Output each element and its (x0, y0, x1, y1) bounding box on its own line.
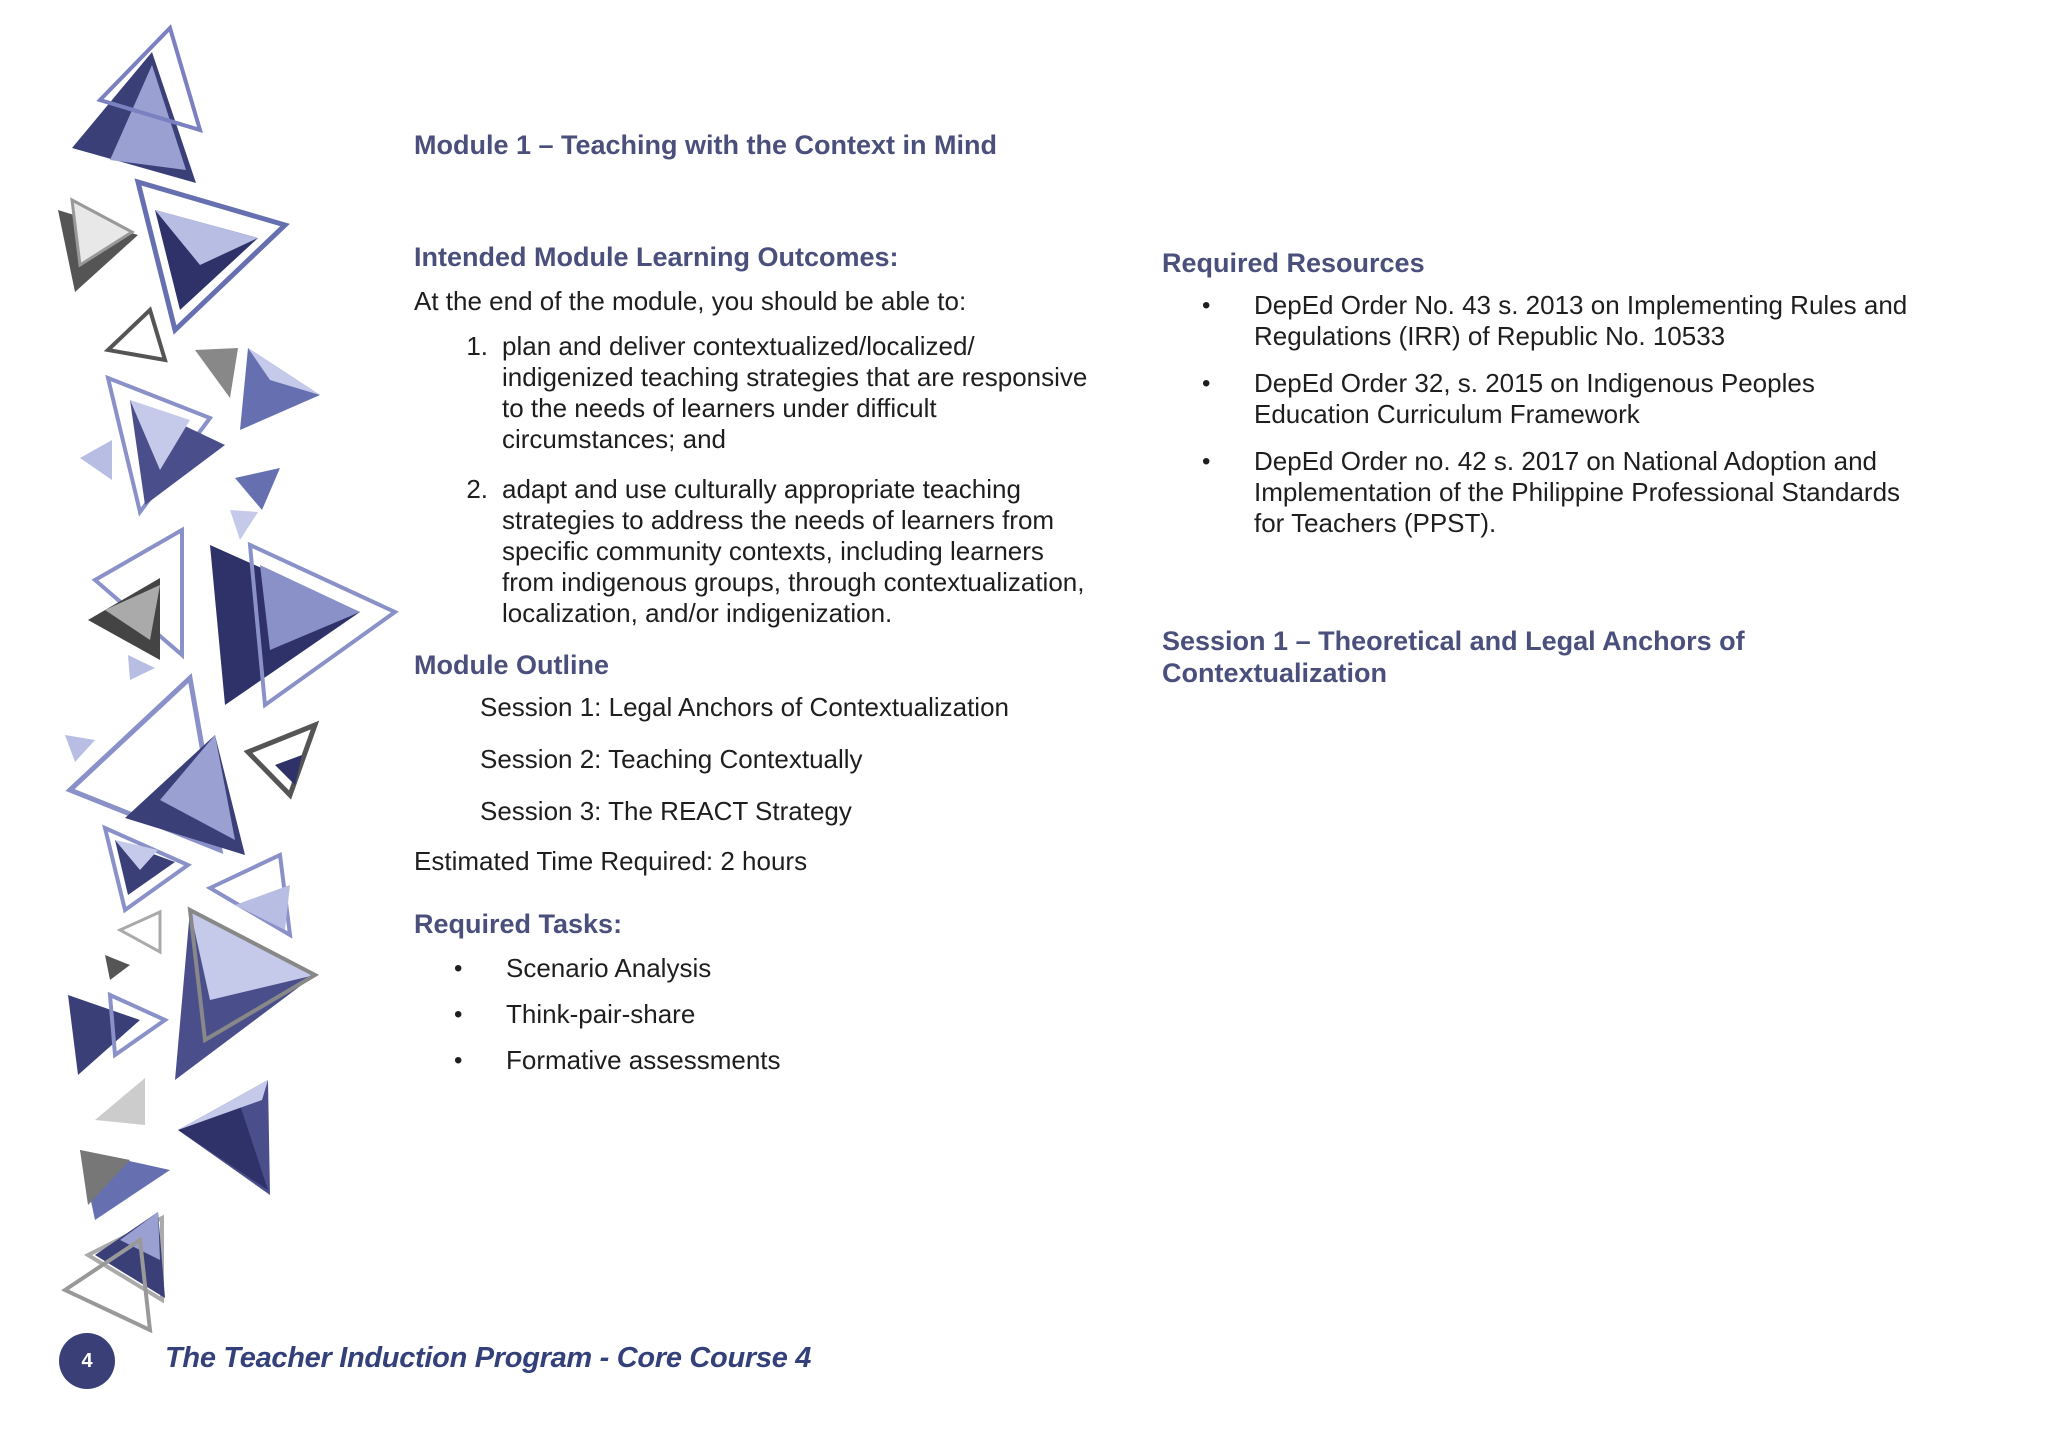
learning-outcomes-heading: Intended Module Learning Outcomes: (414, 242, 899, 272)
outline-list (414, 692, 1094, 827)
triangle-shape (68, 995, 140, 1075)
left-column (414, 240, 1094, 1091)
item-text: Formative assessments (506, 1045, 781, 1075)
required-resources-heading: Required Resources (1162, 248, 1425, 278)
bullet: • (454, 1001, 463, 1028)
resources-list (1162, 290, 1922, 539)
triangle-shape (248, 725, 315, 795)
bullet: • (1202, 370, 1211, 397)
tasks-list (414, 953, 1094, 1076)
bullet: • (454, 1047, 463, 1074)
triangle-shape (95, 1078, 145, 1125)
item-number: 2. (466, 474, 488, 504)
outcomes-list (414, 331, 1094, 629)
item-text: DepEd Order No. 43 s. 2013 on Implementing Rules and Regulations (IRR) of Republic No. 10533 (1254, 290, 1908, 351)
list-item (414, 474, 1094, 629)
module-outline-heading: Module Outline (414, 650, 609, 680)
bullet: • (454, 955, 463, 982)
session-heading: Session 1 – Theoretical and Legal Anchors of Contextualization (1162, 626, 1745, 688)
list-item: Session 1: Legal Anchors of Contextualization (480, 692, 1010, 722)
page-number-badge: 4 (59, 1333, 115, 1389)
list-item (1162, 446, 1922, 539)
item-text: DepEd Order 32, s. 2015 on Indigenous Peoples Education Curriculum Framework (1254, 368, 1815, 429)
triangle-shape (195, 348, 238, 398)
bullet: • (1202, 292, 1211, 319)
list-item (414, 953, 1094, 984)
list-item (1162, 290, 1922, 352)
item-text: Think-pair-share (506, 999, 696, 1029)
list-item (414, 999, 1094, 1030)
triangle-shape (235, 885, 290, 930)
triangle-shape (105, 955, 130, 980)
module-title: Module 1 – Teaching with the Context in Mind (414, 130, 998, 160)
item-text: plan and deliver contextualized/localized/ indigenized teaching strategies that are responsive to the needs of learners under difficult circumstances; and (502, 331, 1088, 454)
list-item (1162, 368, 1922, 430)
triangle-shape (65, 735, 95, 762)
triangle-shape (108, 310, 165, 360)
estimated-time: Estimated Time Required: 2 hours (414, 846, 808, 876)
outcomes-intro: At the end of the module, you should be able to: (414, 286, 967, 316)
list-item: Session 2: Teaching Contextually (480, 744, 863, 774)
item-number: 1. (466, 331, 488, 361)
decorative-triangles (0, 0, 420, 1340)
triangle-shape (235, 468, 280, 510)
triangle-shape (80, 440, 112, 480)
triangle-shape (230, 510, 258, 540)
footer-title: The Teacher Induction Program - Core Course 4 (165, 1342, 812, 1374)
triangle-shape (120, 912, 160, 952)
item-text: adapt and use culturally appropriate teaching strategies to address the needs of learners from specific community contexts, including learners from indigenous groups, through contextualization, localization, and/or indigenization. (502, 474, 1085, 628)
list-item (414, 1045, 1094, 1076)
right-column (1162, 246, 1922, 689)
list-item (414, 331, 1094, 455)
item-text: DepEd Order no. 42 s. 2017 on National Adoption and Implementation of the Philippine Professional Standards for Teachers (PPST). (1254, 446, 1901, 538)
item-text: Scenario Analysis (506, 953, 712, 983)
list-item: Session 3: The REACT Strategy (480, 796, 852, 826)
triangle-shape (128, 655, 155, 680)
required-tasks-heading: Required Tasks: (414, 909, 623, 939)
bullet: • (1202, 448, 1211, 475)
